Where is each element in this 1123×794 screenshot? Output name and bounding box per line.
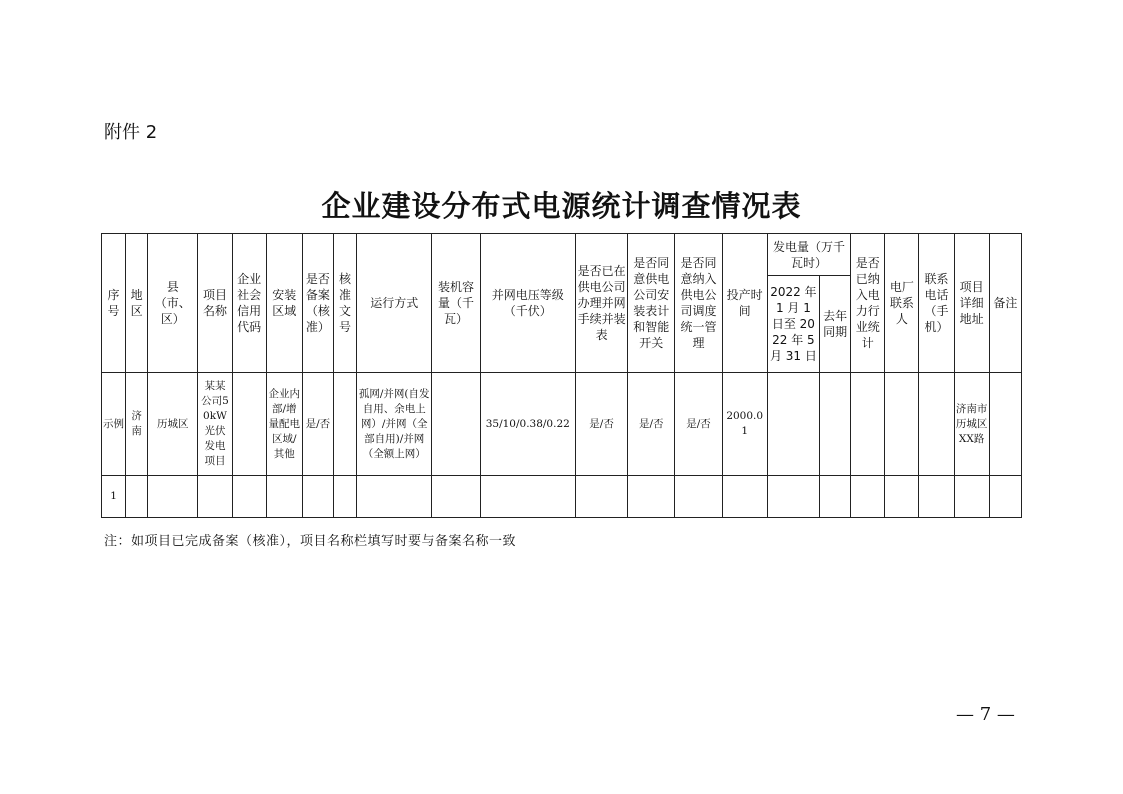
header-dispatch: 是否同意纳入供电公司调度统一管理 (675, 234, 722, 373)
cell-commission-time: 2000.01 (722, 373, 767, 476)
cell-credit-code (232, 373, 266, 476)
cell-capacity (432, 373, 480, 476)
cell-contact (885, 373, 919, 476)
header-industry-stats: 是否已纳入电力行业统计 (851, 234, 885, 373)
blank-cell (722, 476, 767, 518)
cell-grid-procedure: 是/否 (575, 373, 627, 476)
blank-cell (885, 476, 919, 518)
cell-seq: 示例 (102, 373, 126, 476)
blank-cell (302, 476, 333, 518)
footnote: 注：如项目已完成备案（核准），项目名称栏填写时要与备案名称一致 (104, 534, 517, 549)
statistics-table (101, 233, 1022, 518)
header-phone: 联系电话（手机） (919, 234, 954, 373)
header-gen-last-year: 去年同期 (820, 276, 851, 373)
cell-project-name: 某某公司50kW光伏发电项目 (198, 373, 232, 476)
blank-cell (148, 476, 198, 518)
blank-cell (126, 476, 148, 518)
header-commission-time: 投产时间 (722, 234, 767, 373)
document-title: 企业建设分布式电源统计调查情况表 (321, 189, 802, 223)
blank-cell (357, 476, 432, 518)
blank-cell (232, 476, 266, 518)
example-row (102, 373, 1022, 476)
blank-cell (820, 476, 851, 518)
blank-cell (432, 476, 480, 518)
cell-address: 济南市历城区XX路 (954, 373, 989, 476)
cell-industry-stats (851, 373, 885, 476)
header-install-area: 安装区域 (266, 234, 302, 373)
blank-cell (480, 476, 575, 518)
header-gen-period: 2022 年 1 月 1 日至 2022 年 5 月 31 日 (767, 276, 819, 373)
header-meter-switch: 是否同意供电公司安装表计和智能开关 (628, 234, 675, 373)
header-address: 项目详细地址 (954, 234, 989, 373)
cell-filed: 是/否 (302, 373, 333, 476)
cell-dispatch: 是/否 (675, 373, 722, 476)
cell-gen-period (767, 373, 819, 476)
cell-county: 历城区 (148, 373, 198, 476)
cell-operation-mode: 孤网/并网(自发自用、余电上网）/并网（全部自用)/并网（全额上网） (357, 373, 432, 476)
header-project-name: 项目名称 (198, 234, 232, 373)
blank-row (102, 476, 1022, 518)
header-seq: 序号 (102, 234, 126, 373)
attachment-label: 附件 2 (104, 122, 158, 143)
header-generation: 发电量（万千瓦时） (767, 234, 850, 276)
blank-cell (989, 476, 1021, 518)
blank-cell (266, 476, 302, 518)
blank-cell (919, 476, 954, 518)
blank-cell (575, 476, 627, 518)
header-filed: 是否备案（核准） (302, 234, 333, 373)
cell-region: 济南 (126, 373, 148, 476)
header-contact: 电厂联系人 (885, 234, 919, 373)
header-voltage: 并网电压等级（千伏） (480, 234, 575, 373)
blank-cell (675, 476, 722, 518)
blank-cell (767, 476, 819, 518)
blank-cell (628, 476, 675, 518)
cell-install-area: 企业内部/增量配电区域/其他 (266, 373, 302, 476)
header-grid-procedure: 是否已在供电公司办理并网手续并装表 (575, 234, 627, 373)
cell-approval-no (333, 373, 356, 476)
page-number: — 7 — (956, 704, 1015, 725)
header-credit-code: 企业社会信用代码 (232, 234, 266, 373)
blank-cell (333, 476, 356, 518)
cell-seq: 1 (102, 476, 126, 518)
cell-phone (919, 373, 954, 476)
header-county: 县（市、区） (148, 234, 198, 373)
header-capacity: 装机容量（千瓦） (432, 234, 480, 373)
blank-cell (954, 476, 989, 518)
header-remark: 备注 (989, 234, 1021, 373)
cell-meter-switch: 是/否 (628, 373, 675, 476)
blank-cell (851, 476, 885, 518)
header-row-1 (102, 234, 1022, 276)
cell-gen-last-year (820, 373, 851, 476)
cell-voltage: 35/10/0.38/0.22 (480, 373, 575, 476)
header-approval-no: 核准文号 (333, 234, 356, 373)
cell-remark (989, 373, 1021, 476)
header-region: 地区 (126, 234, 148, 373)
header-operation-mode: 运行方式 (357, 234, 432, 373)
blank-cell (198, 476, 232, 518)
